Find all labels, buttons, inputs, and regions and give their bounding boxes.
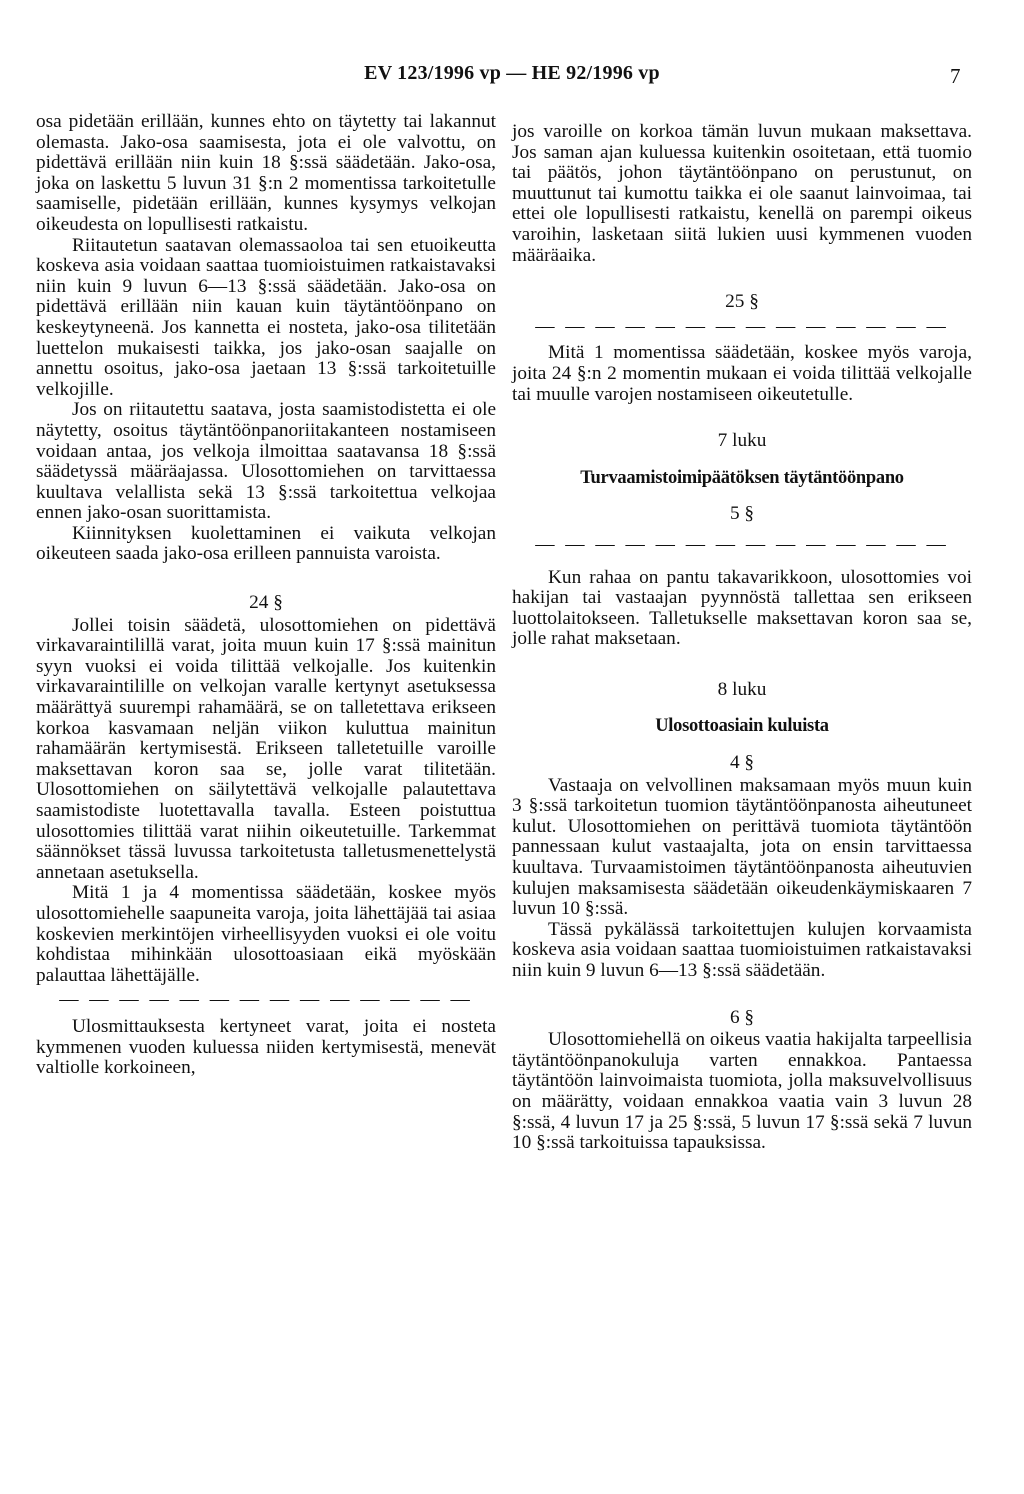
section-heading-4: 4 § <box>729 752 755 774</box>
paragraph: Jos on riitautettu saatava, josta saamistodistetta ei ole näytetty, osoitus täytäntöönpanoriitakanteen nostamiseen voidaan antaa, jos velkoja ilmoittaa saatavansa 18 §:ssä säädetyssä määräajassa. Ulosottomiehen on tarvittaessa kuultava velallista sekä 13 §:ssä tarkoitettua velkojaa ennen jako-osan suorittamista. <box>36 399 496 524</box>
omission-dashes: — — — — — — — — — — — — — — <box>535 534 949 555</box>
chapter-heading-7: 7 luku <box>717 430 767 452</box>
chapter-title-7: Turvaamistoimipäätöksen täytäntöönpano <box>580 467 904 488</box>
running-header: EV 123/1996 vp — HE 92/1996 vp <box>364 62 660 84</box>
chapter-title-8: Ulosottoasiain kuluista <box>655 716 829 737</box>
paragraph: Ulosmittauksesta kertyneet varat, joita ei nosteta kymmenen vuoden kuluessa niiden kertymisestä, menevät valtiolle korkoineen, <box>36 1015 496 1079</box>
omission-dashes: — — — — — — — — — — — — — — <box>535 316 949 337</box>
paragraph: Mitä 1 ja 4 momentissa säädetään, koskee myös ulosottomiehelle saapuneita varoja, joita lähettäjää tai asiaa koskevien merkintöjen virheellisyyden vuoksi ei ole voitu kohdistaa mihinkään ulosottoasiaan eikä myöskään palauttaa lähettäjälle. <box>36 882 496 986</box>
paragraph: Vastaaja on velvollinen maksamaan myös muun kuin 3 §:ssä tarkoitetun tuomion täytäntöönpanosta aiheutuneet kulut. Ulosottomiehen on perittävä tuomiota täytäntöön pannessaan kulut vastaajalta, jota on ensin tarvittaessa kuultava. Turvaamistoimen täytäntöönpanosta aiheutuvien kulujen maksamisesta säädetään oikeudenkäymiskaaren 7 luvun 10 §:ssä. <box>512 774 972 920</box>
section-heading-6: 6 § <box>729 1006 755 1028</box>
paragraph: Kiinnityksen kuolettaminen ei vaikuta velkojan oikeuteen saada jako-osa erilleen pannuista varoista. <box>36 522 496 565</box>
paragraph: Tässä pykälässä tarkoitettujen kulujen korvaamista koskeva asia voidaan saattaa tuomioistuimen ratkaistavaksi niin kuin 9 luvun 6—13 §:ssä säädetään. <box>512 918 972 981</box>
paragraph: Jollei toisin säädetä, ulosottomiehen on pidettävä virkavaraintilillä varat, joita muun kuin 17 §:ssä mainitun syyn vuoksi ei voida tilittää velkojalle. Jos kuitenkin virkavaraintilille on velkojan varalle kertynyt asetuksessa määrättyä suurempi rahamäärä, se on talletettava erikseen korkoa kasvamaan neljän viikon kuluttua mainitun rahamäärän kertymisestä. Erikseen talletetuille varoille maksettavan koron saa se, jolle varat tilitetään. Ulosottomiehen on säilytettävä velkojalle palautettava saamistodiste luotettavalla tavalla. Esteen poistuttua ulosottomies tilittää varat niihin oikeutetuille. Tarkemmat säännökset tässä luvussa tarkoitetusta talletusmenettelystä annetaan asetuksella. <box>36 614 496 883</box>
section-heading-24: 24 § <box>249 592 283 614</box>
right-column <box>512 122 972 1154</box>
left-column <box>36 112 496 1079</box>
chapter-heading-8: 8 luku <box>717 678 767 700</box>
paragraph: jos varoille on korkoa tämän luvun mukaan maksettava. Jos saman ajan kuluessa kuitenkin osoitetaan, että tuomio tai päätös, johon täytäntöönpano on perustunut, on muuttunut tai kumottu taikka ei ole saanut lainvoimaa, tai ettei ole lopullisesti ratkaistu, kenellä on parempi oikeus varoihin, lasketaan siitä lukien uusi kymmenen vuoden määräaika. <box>512 121 972 266</box>
paragraph: osa pidetään erillään, kunnes ehto on täytetty tai lakannut olemasta. Jako-osa saamisesta, jota ei ole valvottu, on pidettävä erillään niin kuin 18 §:ssä säädetään. Jako-osa, joka on laskettu 5 luvun 31 §:n 2 momentissa tarkoitetulle saamiselle, pidetään erillään, kunnes kysymys velkojan oikeudesta on lopullisesti ratkaistu. <box>36 111 496 235</box>
section-heading-5: 5 § <box>729 503 755 525</box>
paragraph: Mitä 1 momentissa säädetään, koskee myös varoja, joita 24 §:n 2 momentin mukaan ei voida tilittää velkojalle tai muulle varojen nostamiseen oikeutetulle. <box>512 342 972 405</box>
paragraph: Riitautetun saatavan olemassaoloa tai sen etuoikeutta koskeva asia voidaan saattaa tuomioistuimen ratkaistavaksi niin kuin 9 luvun 6—13 §:ssä säädetään. Jako-osa on pidettävä erillään niin kauan kuin täytäntöönpano on keskeytyneenä. Jos kannetta ei nosteta, jako-osa tilitetään luettelon mukaisesti taikka, jos jako-osan saajalle on annettu osoitus, jako-osa jaetaan 13 §:ssä tarkoitetuille velkojille. <box>36 234 496 400</box>
paragraph: Ulosottomiehellä on oikeus vaatia hakijalta tarpeellisia täytäntöönpanokuluja varten ennakkoa. Pantaessa täytäntöön lainvoimaista tuomiota, jolla maksuvelvollisuus on määrätty, voidaan ennakkoa vaatia vain 3 luvun 28 §:ssä, 4 luvun 17 ja 25 §:ssä, 5 luvun 17 §:ssä sekä 7 luvun 10 §:ssä tarkoituissa tapauksissa. <box>512 1029 972 1154</box>
paragraph: Kun rahaa on pantu takavarikkoon, ulosottomies voi hakijan tai vastaajan pyynnöstä tallettaa sen erikseen luottolaitokseen. Talletukselle maksettavan koron saa se, jolle rahat maksetaan. <box>512 566 972 650</box>
omission-dashes: — — — — — — — — — — — — — — <box>59 990 473 1011</box>
section-heading-25: 25 § <box>725 291 759 313</box>
page-number: 7 <box>950 64 961 88</box>
